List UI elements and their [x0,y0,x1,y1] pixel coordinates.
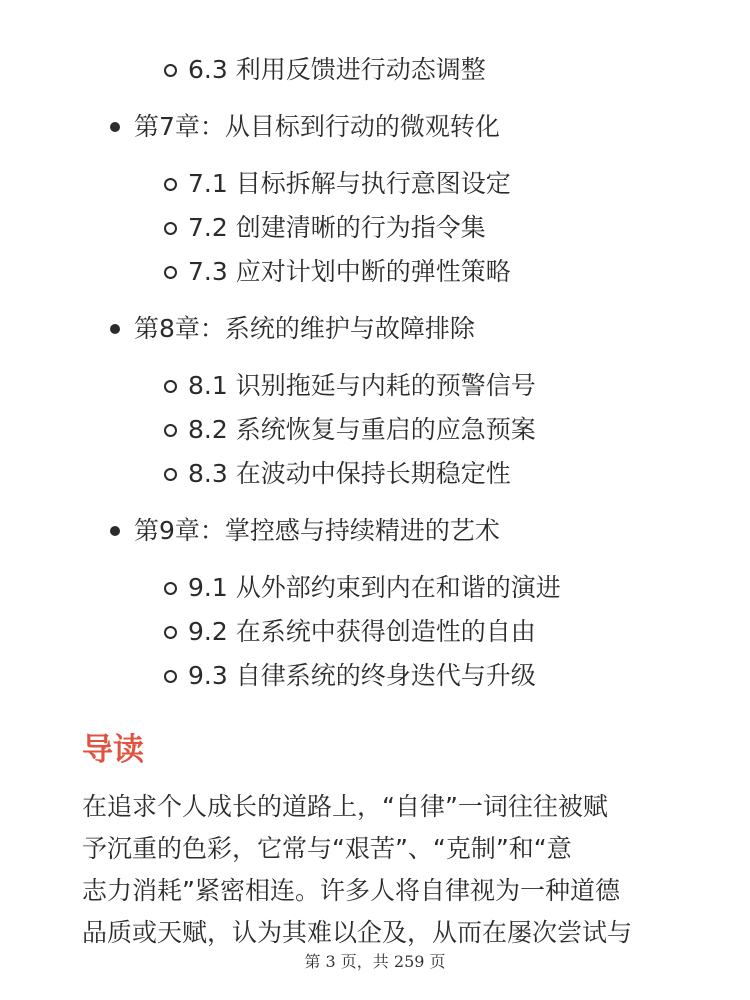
toc-item-label: 8.2 系统恢复与重启的应急预案 [188,415,536,444]
hollow-bullet-icon [164,208,178,248]
toc-item-label: 7.3 应对计划中断的弹性策略 [188,257,511,286]
filled-bullet-icon [110,107,124,147]
toc-item-label: 第8章：系统的维护与故障排除 [134,314,475,343]
toc-item-label: 7.2 创建清晰的行为指令集 [188,213,486,242]
hollow-bullet-icon [164,656,178,696]
toc-item-label: 8.3 在波动中保持长期稳定性 [188,459,511,488]
section-heading: 导读 [82,732,144,768]
hollow-bullet-icon [164,366,178,406]
toc-item-label: 9.1 从外部约束到内在和谐的演进 [188,573,561,602]
toc-item-label: 第9章：掌控感与持续精进的艺术 [134,516,500,545]
page-number-footer: 第 3 页，共 259 页 [304,952,446,971]
paragraph-line: 志力消耗”紧密相连。许多人将自律视为一种道德 [82,876,620,905]
paragraph-line: 予沉重的色彩，它常与“艰苦”、“克制”和“意 [82,834,572,863]
hollow-bullet-icon [164,50,178,90]
hollow-bullet-icon [164,612,178,652]
toc-item-label: 9.3 自律系统的终身迭代与升级 [188,661,536,690]
toc-item-label: 6.3 利用反馈进行动态调整 [188,55,486,84]
paragraph-line: 品质或天赋，认为其难以企及，从而在屡次尝试与 [82,918,633,947]
filled-bullet-icon [110,309,124,349]
toc-item-label: 8.1 识别拖延与内耗的预警信号 [188,371,536,400]
hollow-bullet-icon [164,164,178,204]
filled-bullet-icon [110,511,124,551]
toc-item-label: 第7章：从目标到行动的微观转化 [134,112,500,141]
hollow-bullet-icon [164,568,178,608]
hollow-bullet-icon [164,454,178,494]
paragraph-line: 在追求个人成长的道路上，“自律”一词往往被赋 [82,792,608,821]
intro-paragraph [82,786,672,954]
hollow-bullet-icon [164,252,178,292]
hollow-bullet-icon [164,410,178,450]
toc-item-label: 7.1 目标拆解与执行意图设定 [188,169,511,198]
toc-item-label: 9.2 在系统中获得创造性的自由 [188,617,536,646]
